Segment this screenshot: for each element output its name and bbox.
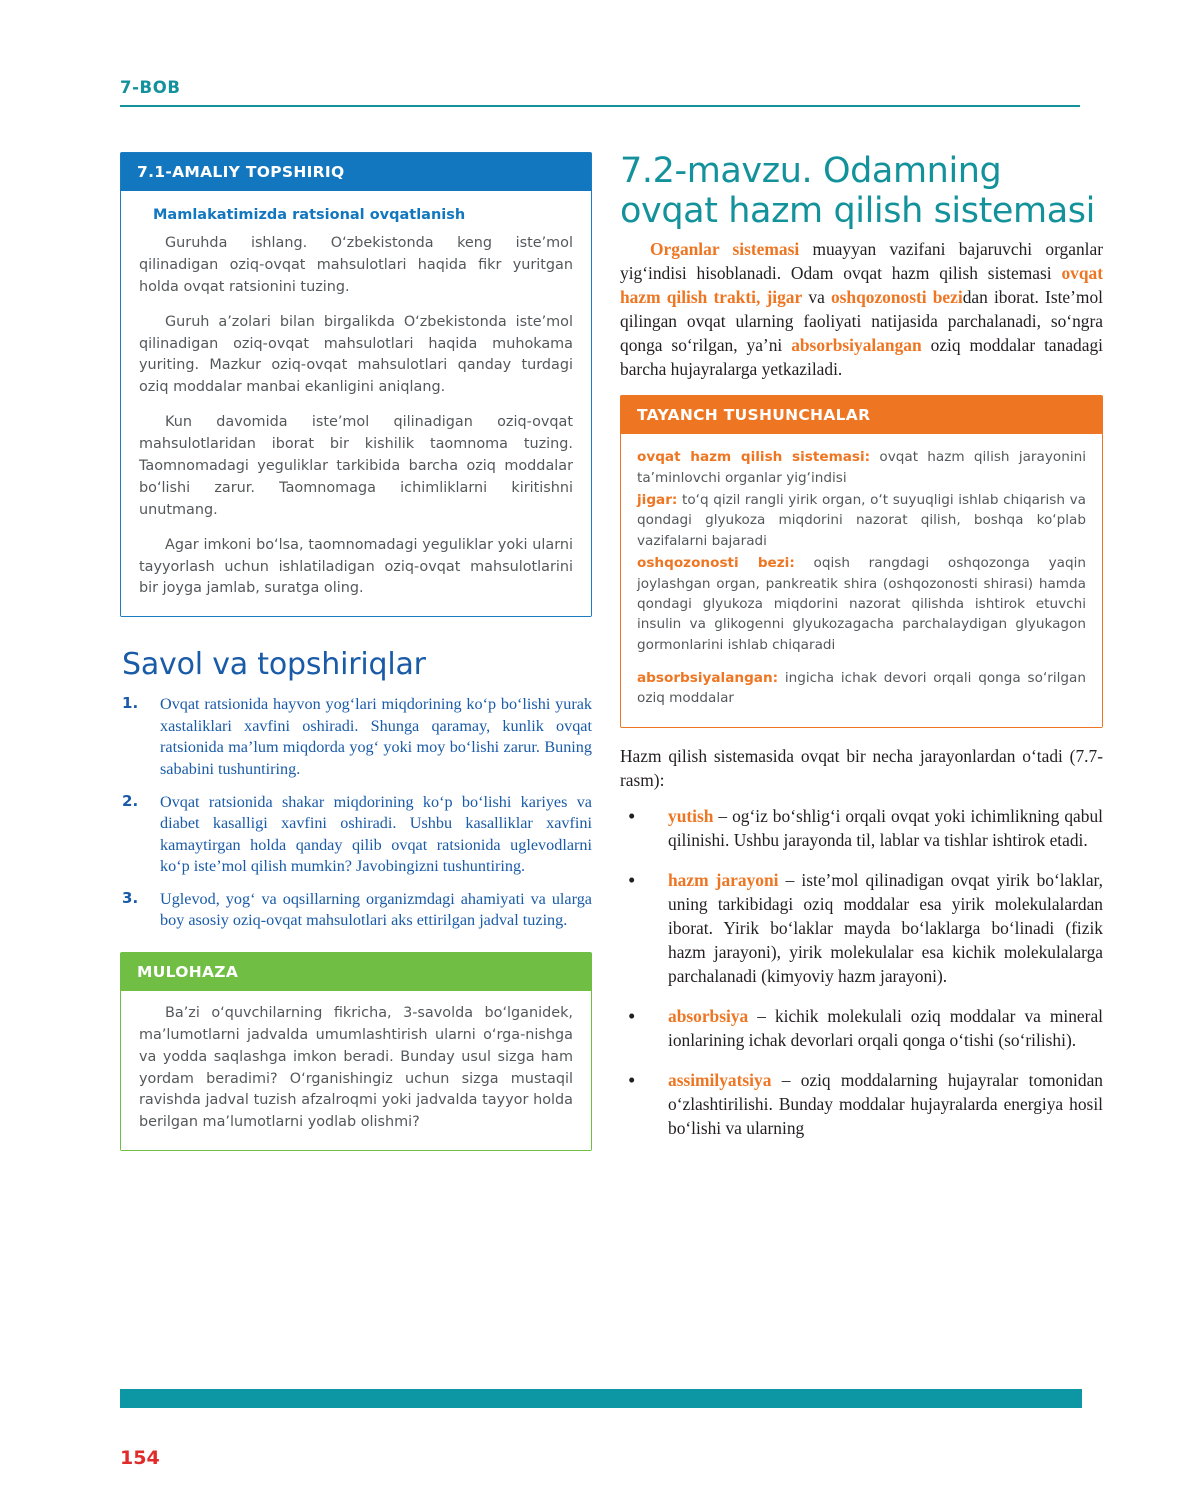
reflection-box bbox=[120, 952, 592, 1151]
key-concept-definition: to‘q qizil rangli yirik organ, o‘t suyuqligi ishlab chiqarish va qondagi glyukoza miqdorini nazorat qilish, boshqa ko‘plab vazifalarni bajaradi bbox=[637, 491, 1086, 549]
topic-intro-paragraph bbox=[620, 237, 1103, 381]
key-concept-term: jigar: bbox=[637, 491, 678, 508]
process-item bbox=[620, 868, 1103, 988]
header-divider bbox=[120, 105, 1080, 107]
key-concept-entry bbox=[637, 490, 1086, 551]
key-concepts-terms bbox=[637, 447, 1086, 709]
key-concept-definition: oqish rangdagi oshqozonga yaqin joylashgan organ, pankreatik shira (oshqozonosti shirasi) hamda qondagi glyukoza miqdorini nazorat qilishda ishtirok etuvchi insulin va glikogenni glyukozagacha parchalaydigan glyukagon gormonlarini ishlab chiqaradi bbox=[637, 555, 1087, 653]
process-item bbox=[620, 1068, 1103, 1140]
key-concept-entry bbox=[637, 553, 1086, 655]
reflection-body bbox=[121, 991, 591, 1150]
process-description: – iste’mol qilinadigan ovqat yirik bo‘laklar, uning tarkibidagi oziq moddalar esa yirik molekulalardan iborat. Yirik bo‘laklar mayda bo‘laklarga bo‘linadi (fizik hazm jarayoni), yirik molekulalar esa kichik molekulalarga parchalanadi (kimyoviy hazm jarayoni). bbox=[668, 869, 1103, 986]
process-lead-paragraph: Hazm qilish sistemasida ovqat bir necha jarayonlardan o‘tadi (7.7-rasm): bbox=[620, 745, 1103, 790]
highlighted-term: Organlar sistemasi bbox=[650, 239, 800, 260]
practical-task-paragraph: Guruh a’zolari bilan birgalikda O‘zbekistonda iste’mol qilinadigan oziq-ovqat mahsulotlari haqida muhokama yuriting. Mazkur oziq-ovqat mahsulotlari qanday turdagi oziq moddalar manbai ekanligini aniqlang. bbox=[139, 313, 573, 396]
highlighted-term: ovqat hazm qilish trakti, jigar bbox=[620, 263, 1103, 308]
paragraph-text: muayyan vazifani bajaruvchi organlar yig‘indisi hisoblanadi. Odam ovqat hazm qilish sistemasi bbox=[620, 239, 1104, 284]
questions-section-title: Savol va topshiriqlar bbox=[122, 647, 426, 683]
highlighted-term: absorbsiyalangan bbox=[791, 335, 922, 356]
key-concepts-body bbox=[621, 434, 1102, 727]
paragraph-text: va bbox=[802, 287, 831, 308]
practical-task-body bbox=[121, 191, 591, 616]
question-item: Uglevod, yog‘ va oqsillarning organizmdagi ahamiyati va ularga boy asosiy oziq-ovqat mahsulotlari aks ettirilgan jadval tuzing. bbox=[160, 889, 592, 930]
questions-list bbox=[120, 694, 592, 931]
reflection-paragraph: Ba’zi o‘quvchilarning fikricha, 3-savolda bo‘lganidek, ma’lumotlarni jadvalda umumlashtirish ularni o‘rga-nishga va yodda saqlashga imkon beradi. Bunday usul sizga ham yordam beradimi? O‘rganishingiz uchun sizga mustaqil ravishda jadval tuzish afzalroqmi yoki jadvalda tayyor holda berilgan ma’lumotlarni yodlab olishmi? bbox=[139, 1004, 573, 1131]
process-description: – og‘iz bo‘shlig‘i orqali ovqat yoki ichimlikning qabul qilinishi. Ushbu jarayonda til, lablar va tishlar ishtirok etadi. bbox=[668, 805, 1103, 850]
process-description: – kichik molekulali oziq moddalar va mineral ionlarining ichak devorlari orqali qonga o‘tishi (so‘rilishi). bbox=[668, 1006, 1103, 1051]
paragraph-text: oziq moddalar tanadagi barcha hujayralarga yetkaziladi. bbox=[620, 335, 1103, 380]
key-concept-definition: ingicha ichak devori orqali qonga so‘rilgan oziq moddalar bbox=[637, 670, 1086, 707]
question-item: Ovqat ratsionida shakar miqdorining ko‘p bo‘lishi kariyes va diabet kasalligi xavfini oshiradi. Ushbu kasalliklar xavfini kamaytirgan holda qanday qilib ovqat ratsionida uglevodlarni ko‘p iste’mol qilish mumkin? Javobingizni tushuntiring. bbox=[160, 792, 592, 876]
practical-task-box bbox=[120, 152, 592, 617]
process-term: absorbsiya bbox=[668, 1006, 749, 1027]
practical-task-heading: 7.1-AMALIY TOPSHIRIQ bbox=[121, 153, 591, 191]
process-list bbox=[620, 804, 1103, 1140]
practical-task-paragraph: Agar imkoni bo‘lsa, taomnomadagi yeguliklar yoki ularni tayyorlash uchun ishlatiladigan oziq-ovqat mahsulotlarini bir joyga jamlab, suratga oling. bbox=[139, 536, 573, 597]
page-number: 154 bbox=[120, 1447, 160, 1469]
process-term: assimilyatsiya bbox=[668, 1070, 772, 1091]
process-term: hazm jarayoni bbox=[668, 869, 779, 890]
reflection-heading: MULOHAZA bbox=[121, 953, 591, 991]
key-concept-entry bbox=[637, 668, 1086, 709]
process-item bbox=[620, 804, 1103, 852]
process-term: yutish bbox=[668, 805, 714, 826]
key-concept-term: ovqat hazm qilish sistemasi: bbox=[637, 449, 871, 466]
highlighted-term: oshqozonosti bezi bbox=[830, 287, 963, 308]
practical-task-subtitle: Mamlakatimizda ratsional ovqatlanish bbox=[153, 207, 466, 223]
page-header bbox=[120, 78, 1080, 107]
key-concept-term: absorbsiyalangan: bbox=[637, 670, 779, 687]
key-concept-entry bbox=[637, 447, 1086, 488]
key-concept-definition: ovqat hazm qilish jarayonini ta’minlovchi organlar yig‘indisi bbox=[637, 449, 1086, 486]
paragraph-text: dan iborat. Iste’mol qilingan ovqat ularning faoliyati natijasida parchalanadi, so‘ngra qonga so‘rilgan, ya’ni bbox=[620, 287, 1103, 356]
chapter-label: 7-BOB bbox=[120, 78, 181, 97]
left-column bbox=[120, 152, 592, 1151]
topic-title: 7.2-mavzu. Odamning ovqat hazm qilish sistemasi bbox=[620, 151, 1095, 231]
key-concepts-box bbox=[620, 395, 1103, 728]
process-item bbox=[620, 1004, 1103, 1052]
right-column bbox=[620, 152, 1103, 1156]
key-concepts-heading: TAYANCH TUSHUNCHALAR bbox=[621, 396, 1102, 434]
key-concept-term: oshqozonosti bezi: bbox=[637, 555, 795, 572]
practical-task-paragraph: Kun davomida iste’mol qilinadigan oziq-ovqat mahsulotlaridan iborat bir kishilik taomnoma tuzing. Taomnomadagi yeguliklar tarkibida barcha oziq moddalar bo‘lishi zarur. Taomnomaga ichimliklarni kiritishni unutmang. bbox=[139, 414, 573, 518]
practical-task-paragraph: Guruhda ishlang. O‘zbekistonda keng iste’mol qilinadigan oziq-ovqat mahsulotlari haqida fikr yuritgan holda ovqat ratsionini tuzing. bbox=[139, 235, 573, 295]
question-item: Ovqat ratsionida hayvon yog‘lari miqdorining ko‘p bo‘lishi yurak xastaliklari xavfini oshiradi. Shunga qaramay, kunlik ovqat ratsionida ma’lum miqdorda yog‘ yoki moy bo‘lishi zarur. Buning sababini tushuntiring. bbox=[160, 695, 592, 778]
process-description: – oziq moddalarning hujayralar tomonidan o‘zlashtirilishi. Bunday moddalar hujayralarda energiya hosil bo‘lishi va ularning bbox=[668, 1070, 1103, 1139]
footer-bar bbox=[120, 1389, 1082, 1408]
